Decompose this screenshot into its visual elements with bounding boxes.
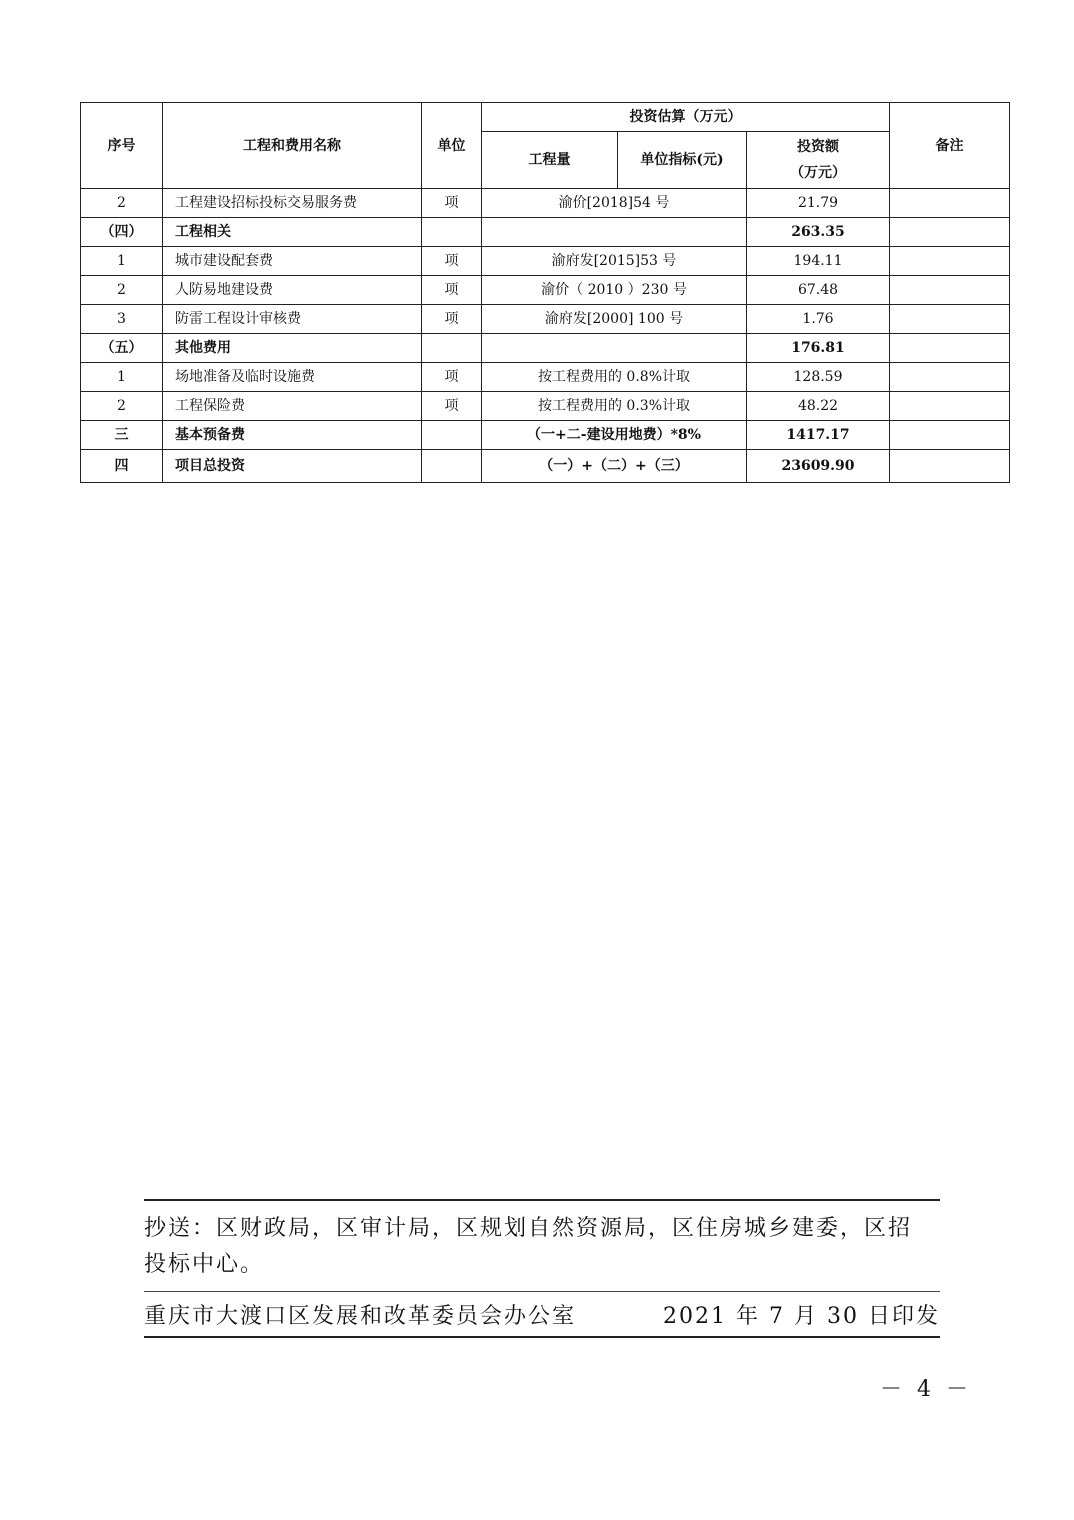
investment-estimate-table [80, 102, 1010, 483]
header-quantity: 工程量 [482, 132, 618, 189]
header-estimate-group: 投资估算（万元） [482, 103, 890, 132]
page-number: － 4 － [880, 1377, 972, 1402]
cc-line-1: 抄送：区财政局，区审计局，区规划自然资源局，区住房城乡建委，区招 [144, 1216, 913, 1241]
cell-remark [890, 334, 1010, 363]
cell-name: 人防易地建设费 [163, 276, 422, 305]
table-row [81, 218, 1010, 247]
cell-remark [890, 363, 1010, 392]
cell-unit: 项 [422, 392, 482, 421]
header-amount-line2: （万元） [790, 165, 846, 181]
cell-unit: 项 [422, 189, 482, 218]
cell-basis [482, 334, 747, 363]
cell-seq: 2 [81, 189, 163, 218]
cell-name: 其他费用 [163, 334, 422, 363]
cell-remark [890, 189, 1010, 218]
cell-unit [422, 334, 482, 363]
table-row [81, 450, 1010, 483]
table-row [81, 363, 1010, 392]
cell-name: 工程相关 [163, 218, 422, 247]
cell-amount: 1417.17 [747, 421, 890, 450]
cell-name: 场地准备及临时设施费 [163, 363, 422, 392]
cell-basis: （一+二-建设用地费）*8% [482, 421, 747, 450]
cell-remark [890, 450, 1010, 483]
bottom-rule [144, 1336, 940, 1338]
header-unit-index: 单位指标(元) [618, 132, 747, 189]
cell-basis: 按工程费用的 0.3%计取 [482, 392, 747, 421]
cell-basis: 渝价（ 2010 ）230 号 [482, 276, 747, 305]
cell-seq: 3 [81, 305, 163, 334]
cell-unit [422, 218, 482, 247]
cell-name: 防雷工程设计审核费 [163, 305, 422, 334]
cc-list [144, 1201, 940, 1291]
table-row [81, 421, 1010, 450]
cell-unit: 项 [422, 363, 482, 392]
header-seq: 序号 [81, 103, 163, 189]
table-body [81, 189, 1010, 483]
cell-seq: 2 [81, 392, 163, 421]
cell-amount: 176.81 [747, 334, 890, 363]
table-row [81, 392, 1010, 421]
cell-amount: 21.79 [747, 189, 890, 218]
cell-seq: 三 [81, 421, 163, 450]
cell-basis: （一）+（二）+（三） [482, 450, 747, 483]
cc-line-2: 投标中心。 [144, 1252, 265, 1277]
cell-name: 项目总投资 [163, 450, 422, 483]
cell-amount: 67.48 [747, 276, 890, 305]
issuing-office: 重庆市大渡口区发展和改革委员会办公室 [144, 1303, 577, 1329]
cell-seq: 四 [81, 450, 163, 483]
cell-basis: 渝府发[2000] 100 号 [482, 305, 747, 334]
issue-date: 2021 年 7 月 30 日印发 [663, 1303, 940, 1329]
cell-remark [890, 305, 1010, 334]
header-remark: 备注 [890, 103, 1010, 189]
cell-seq: 2 [81, 276, 163, 305]
cell-unit: 项 [422, 247, 482, 276]
cell-basis: 渝府发[2015]53 号 [482, 247, 747, 276]
cell-unit: 项 [422, 276, 482, 305]
cell-remark [890, 421, 1010, 450]
cell-name: 工程保险费 [163, 392, 422, 421]
table-row [81, 305, 1010, 334]
cell-seq: （四） [81, 218, 163, 247]
cell-name: 基本预备费 [163, 421, 422, 450]
cell-amount: 128.59 [747, 363, 890, 392]
table-row [81, 276, 1010, 305]
cell-amount: 194.11 [747, 247, 890, 276]
cell-basis: 渝价[2018]54 号 [482, 189, 747, 218]
distribution-block [144, 1199, 940, 1338]
cell-basis: 按工程费用的 0.8%计取 [482, 363, 747, 392]
cell-remark [890, 276, 1010, 305]
cell-remark [890, 247, 1010, 276]
cell-name: 工程建设招标投标交易服务费 [163, 189, 422, 218]
header-amount [747, 132, 890, 189]
cell-basis [482, 218, 747, 247]
cell-seq: 1 [81, 363, 163, 392]
cell-remark [890, 392, 1010, 421]
header-amount-line1: 投资额 [797, 139, 839, 155]
table-row [81, 247, 1010, 276]
cell-amount: 1.76 [747, 305, 890, 334]
issue-row [144, 1292, 940, 1336]
header-name: 工程和费用名称 [163, 103, 422, 189]
cell-amount: 263.35 [747, 218, 890, 247]
table-header [81, 103, 1010, 189]
cell-unit [422, 421, 482, 450]
cell-unit [422, 450, 482, 483]
cell-name: 城市建设配套费 [163, 247, 422, 276]
table-row [81, 189, 1010, 218]
cell-amount: 48.22 [747, 392, 890, 421]
cell-seq: 1 [81, 247, 163, 276]
header-unit: 单位 [422, 103, 482, 189]
cell-remark [890, 218, 1010, 247]
table-row [81, 334, 1010, 363]
cell-unit: 项 [422, 305, 482, 334]
cell-seq: （五） [81, 334, 163, 363]
cell-amount: 23609.90 [747, 450, 890, 483]
